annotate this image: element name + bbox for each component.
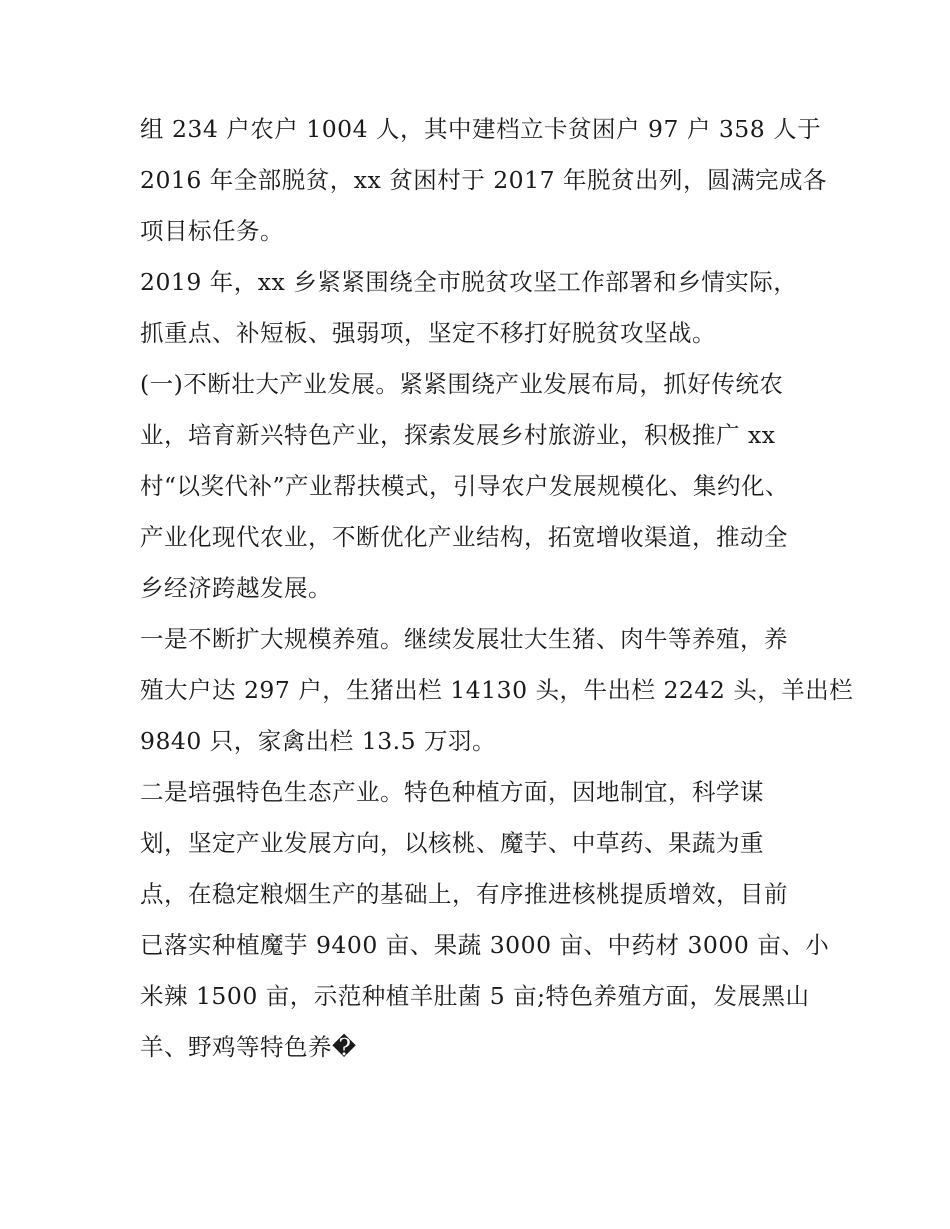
text-line: 组 234 户农户 1004 人，其中建档立卡贫困户 97 户 358 人于 xyxy=(140,115,822,143)
text-line: 村“以奖代补”产业帮扶模式，引导农户发展规模化、集约化、 xyxy=(140,472,790,500)
text-line: 点，在稳定粮烟生产的基础上，有序推进核桃提质增效，目前 xyxy=(140,880,788,908)
text-line: (一)不断壮大产业发展。紧紧围绕产业发展布局，抓好传统农 xyxy=(140,370,784,398)
text-line: 米辣 1500 亩，示范种植羊肚菌 5 亩;特色养殖方面，发展黑山 xyxy=(140,982,810,1010)
text-line: 羊、野鸡等特色养� xyxy=(140,1033,357,1061)
text-line: 一是不断扩大规模养殖。继续发展壮大生猪、肉牛等养殖，养 xyxy=(140,625,788,653)
document-body xyxy=(140,104,854,1073)
text-line: 2019 年，xx 乡紧紧围绕全市脱贫攻坚工作部署和乡情实际， xyxy=(140,268,798,296)
text-line: 乡经济跨越发展。 xyxy=(140,574,332,602)
text-line: 2016 年全部脱贫，xx 贫困村于 2017 年脱贫出列，圆满完成各 xyxy=(140,166,827,194)
text-line: 业，培育新兴特色产业，探索发展乡村旅游业，积极推广 xx xyxy=(140,421,776,449)
text-line: 9840 只，家禽出栏 13.5 万羽。 xyxy=(140,727,497,755)
text-line: 二是培强特色生态产业。特色种植方面，因地制宜，科学谋 xyxy=(140,778,764,806)
text-line: 产业化现代农业，不断优化产业结构，拓宽增收渠道，推动全 xyxy=(140,523,788,551)
text-line: 抓重点、补短板、强弱项，坚定不移打好脱贫攻坚战。 xyxy=(140,319,716,347)
text-line: 殖大户达 297 户，生猪出栏 14130 头，牛出栏 2242 头，羊出栏 xyxy=(140,676,854,704)
text-line: 项目标任务。 xyxy=(140,217,284,245)
text-line: 划，坚定产业发展方向，以核桃、魔芋、中草药、果蔬为重 xyxy=(140,829,764,857)
text-line: 已落实种植魔芋 9400 亩、果蔬 3000 亩、中药材 3000 亩、小 xyxy=(140,931,830,959)
